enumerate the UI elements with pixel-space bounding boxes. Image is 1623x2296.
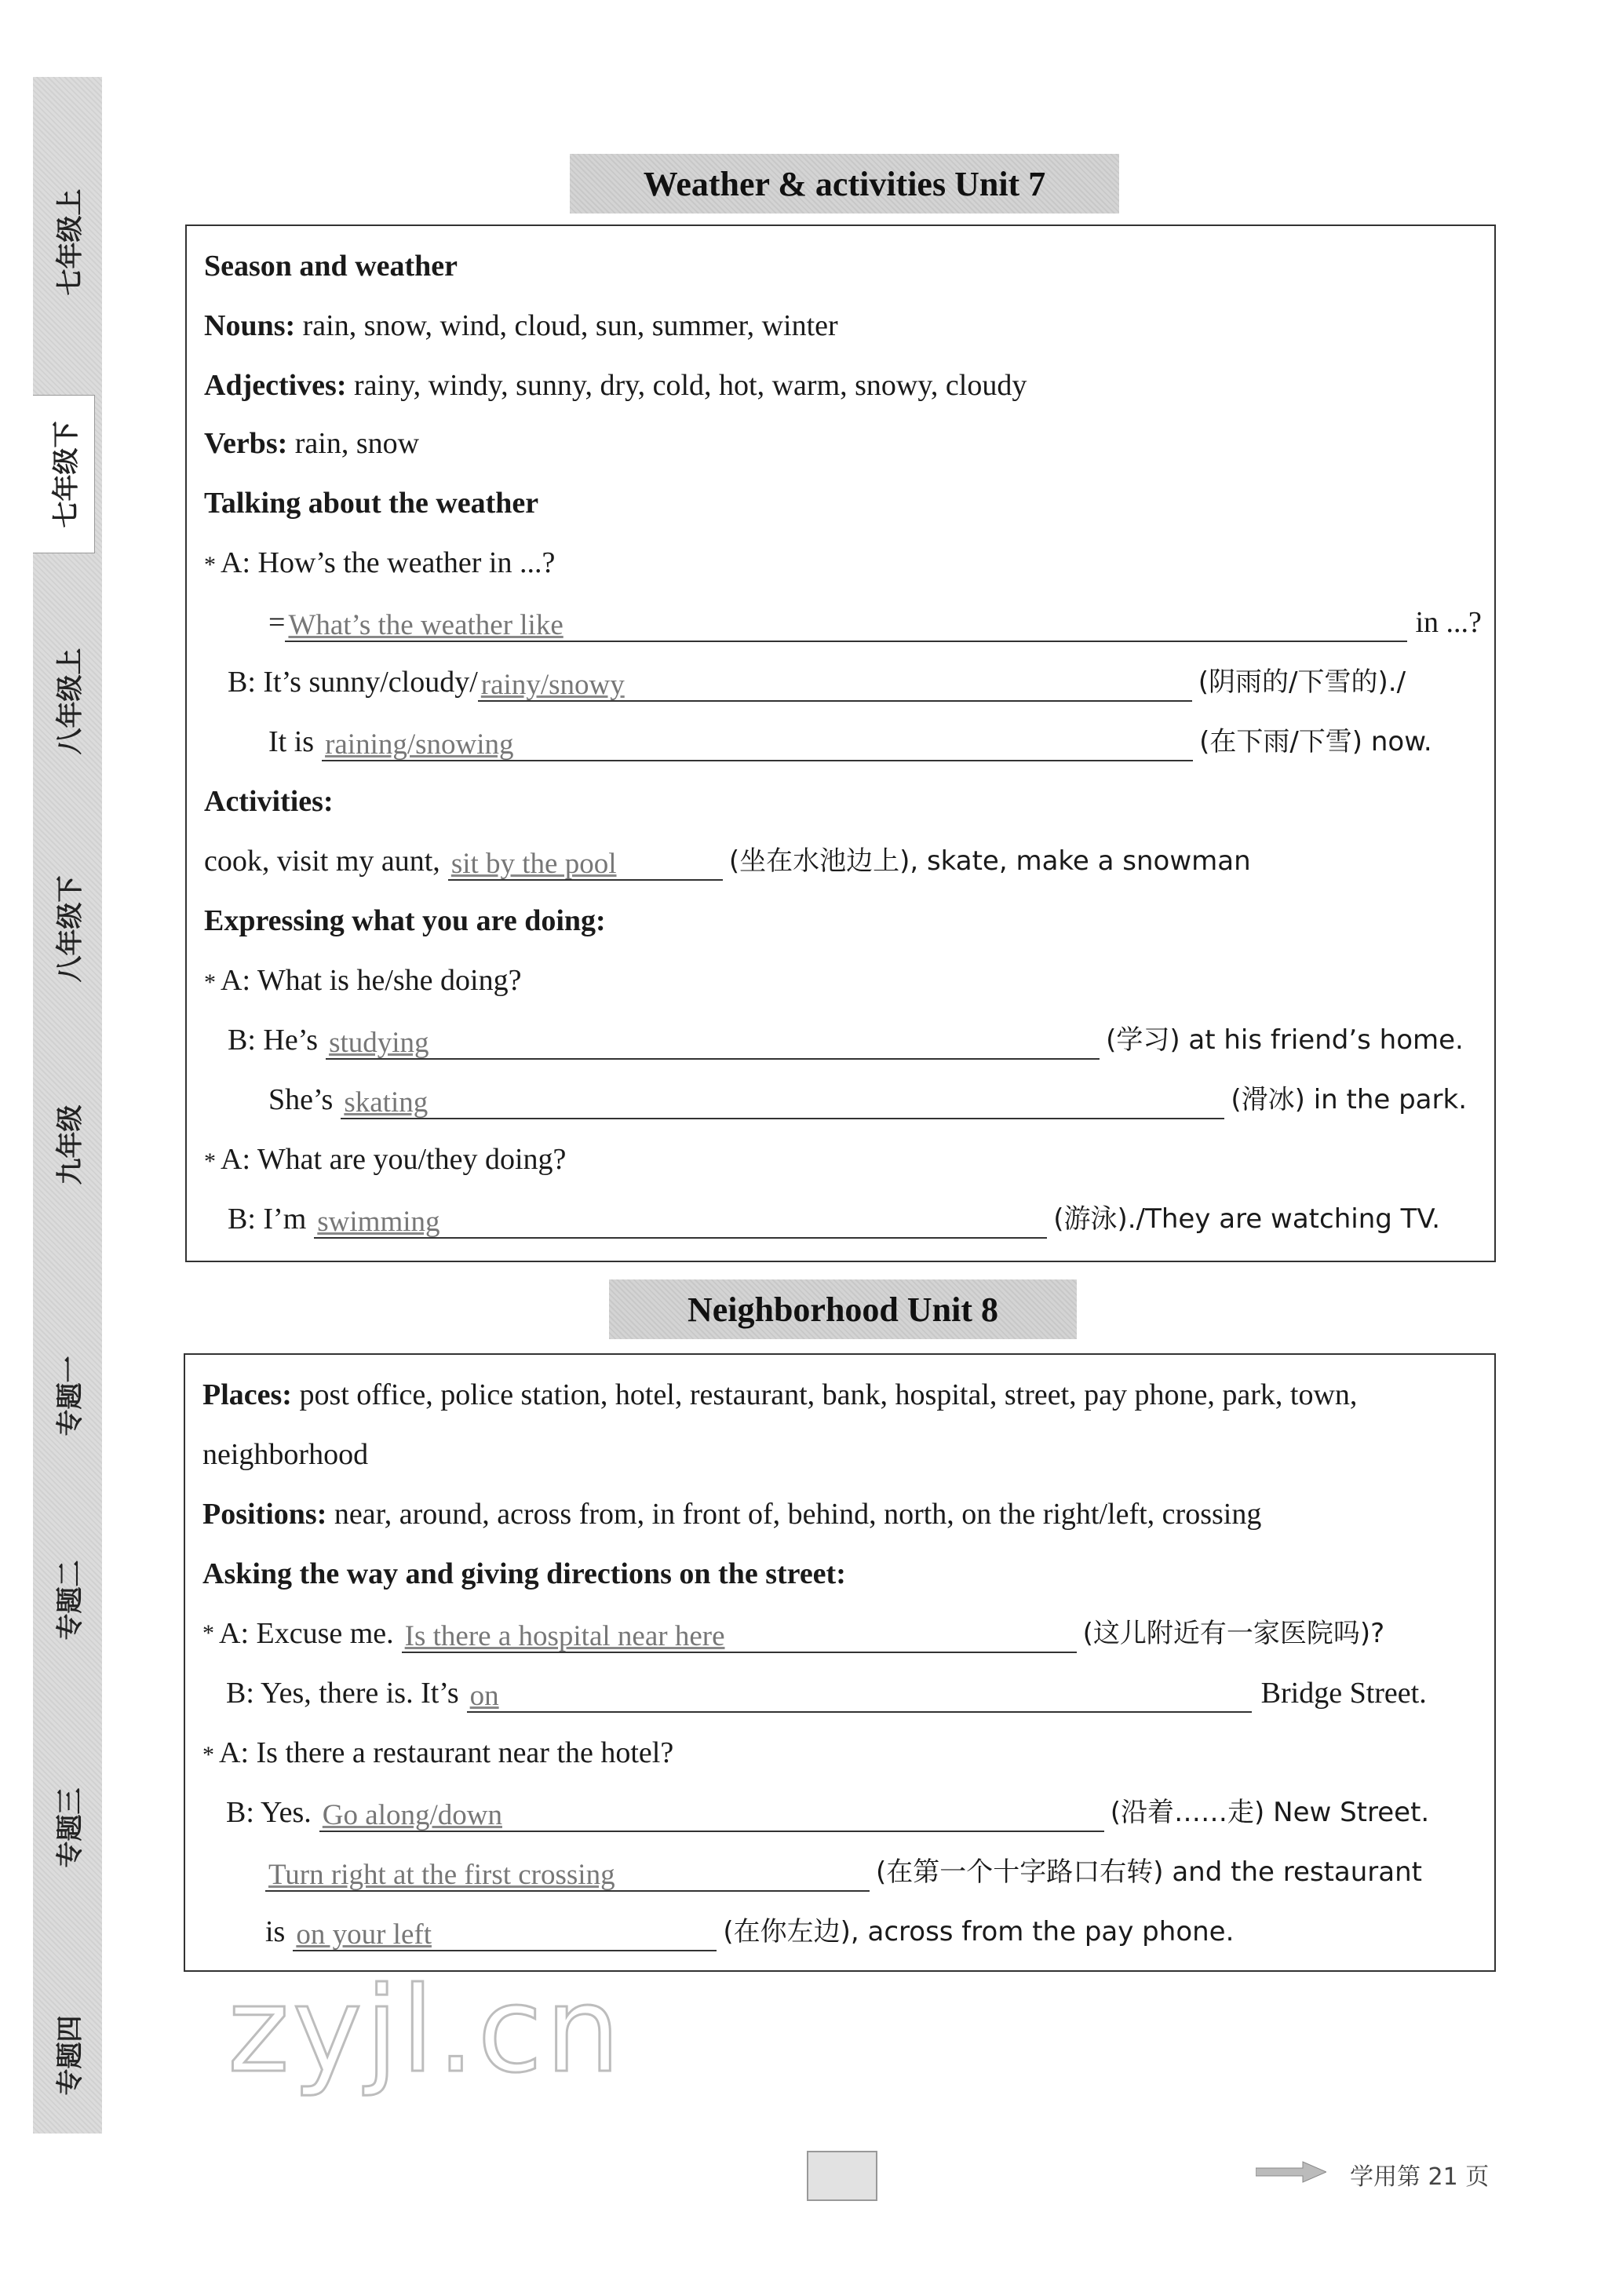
talk-heading: Talking about the weather (204, 487, 539, 520)
positions-line: Positions: near, around, across from, in front of, behind, north, on the right/left, crossing (202, 1498, 1262, 1531)
page-number-box (807, 2151, 877, 2201)
footer-page-label: 学用第 21 页 (1350, 2163, 1490, 2191)
blank-field[interactable]: Go along/down (319, 1799, 1104, 1832)
tab-grade7-second[interactable]: 七年级下 (33, 395, 95, 553)
answer-line-bridge-street: B: Yes, there is. It’s on Bridge Street. (226, 1677, 1427, 1712)
nouns-line: Nouns: rain, snow, wind, cloud, sun, summer, winter (204, 309, 838, 342)
activities-line: cook, visit my aunt, sit by the pool (坐在水池边上), skate, make a snowman (204, 845, 1251, 880)
tab-topic1[interactable]: 专题一 (54, 1356, 86, 1436)
question-restaurant: * A: Is there a restaurant near the hotel? (202, 1736, 674, 1769)
tab-topic4[interactable]: 专题四 (54, 2015, 86, 2095)
answer-line-skating: She’s skating (滑冰) in the park. (268, 1083, 1467, 1119)
answer-line-weather-like: = What’s the weather like in ...? (268, 606, 1482, 641)
verbs-line: Verbs: rain, snow (204, 427, 420, 460)
asking-heading: Asking the way and giving directions on the street: (202, 1557, 846, 1590)
arrow-right-icon (1256, 2160, 1326, 2184)
tab-topic2[interactable]: 专题二 (54, 1560, 86, 1640)
unit7-title: Weather & activities Unit 7 (570, 154, 1119, 214)
question-he-she: * A: What is he/she doing? (204, 964, 522, 997)
season-heading: Season and weather (204, 250, 458, 283)
answer-line-on-your-left: is on your left (在你左边), across from the pay phone. (265, 1915, 1235, 1951)
adjectives-line: Adjectives: rainy, windy, sunny, dry, cold, hot, warm, snowy, cloudy (204, 369, 1027, 402)
blank-field[interactable]: What’s the weather like (285, 609, 1407, 642)
answer-line-rainy: B: It’s sunny/cloudy/ rainy/snowy (阴雨的/下雪的)./ (228, 666, 1406, 701)
blank-field[interactable]: rainy/snowy (478, 669, 1192, 702)
blank-field[interactable]: raining/snowing (322, 728, 1193, 761)
question-hospital: * A: Excuse me. Is there a hospital near here (这儿附近有一家医院吗)? (202, 1617, 1385, 1652)
blank-field[interactable]: studying (326, 1027, 1100, 1060)
blank-field[interactable]: on your left (293, 1918, 717, 1951)
answer-line-raining: It is raining/snowing (在下雨/下雪) now. (268, 725, 1432, 761)
places-line-continued: neighborhood (202, 1438, 369, 1471)
answer-line-swimming: B: I’m swimming (游泳)./They are watching TV. (228, 1203, 1441, 1238)
blank-field[interactable]: skating (341, 1086, 1224, 1119)
question-weather: * A: How’s the weather in ...? (204, 546, 556, 579)
blank-field[interactable]: on (467, 1680, 1252, 1713)
places-line: Places: post office, police station, hotel, restaurant, bank, hospital, street, pay phone, park, town, (202, 1378, 1358, 1411)
blank-field[interactable]: Turn right at the first crossing (265, 1859, 870, 1892)
blank-field[interactable]: swimming (314, 1206, 1047, 1239)
blank-field[interactable]: Is there a hospital near here (402, 1620, 1077, 1653)
expressing-heading: Expressing what you are doing: (204, 904, 606, 937)
activities-heading: Activities: (204, 785, 334, 818)
answer-line-studying: B: He’s studying (学习) at his friend’s home. (228, 1024, 1464, 1059)
answer-line-turn-right: Turn right at the first crossing (在第一个十字路口右转) and the restaurant (265, 1852, 1422, 1892)
answer-line-go-along: B: Yes. Go along/down (沿着……走) New Street. (226, 1796, 1430, 1831)
watermark-logo: zyjl.cn (228, 1962, 624, 2099)
tab-grade9[interactable]: 九年级 (54, 1104, 86, 1185)
tab-grade8-first[interactable]: 八年级上 (54, 648, 86, 754)
tab-grade7-first[interactable]: 七年级上 (54, 188, 86, 295)
unit8-title: Neighborhood Unit 8 (609, 1279, 1077, 1339)
tab-grade8-second[interactable]: 八年级下 (54, 875, 86, 982)
question-you-they: * A: What are you/they doing? (204, 1143, 567, 1176)
blank-field[interactable]: sit by the pool (448, 848, 723, 881)
sidebar-tab-strip (33, 77, 102, 2134)
tab-topic3[interactable]: 专题三 (54, 1787, 86, 1867)
